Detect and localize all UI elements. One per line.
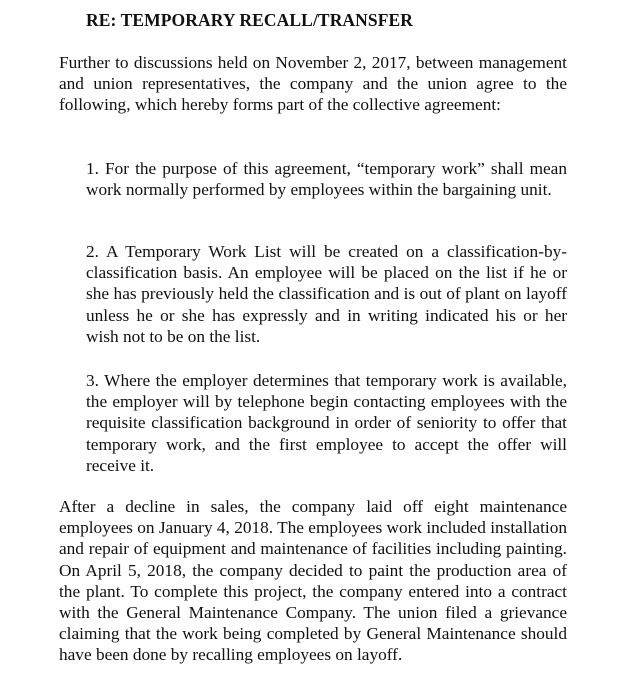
intro-paragraph: Further to discussions held on November 2, 2017, between management and union representatives, the company and the union agree to the following, which hereby forms part of the collective agreement: — [59, 53, 567, 115]
agreement-item-3: 3. Where the employer determines that temporary work is available, the employer will by telephone begin contacting employees with the requisite classification background in order of seniority to offer that temporary work, and the first employee to accept the offer will receive it. — [86, 371, 567, 475]
agreement-item-1: 1. For the purpose of this agreement, “temporary work” shall mean work normally performed by employees within the bargaining unit. — [86, 159, 567, 200]
case-facts-paragraph: After a decline in sales, the company laid off eight maintenance employees on January 4, 2018. The employees work included installation and repair of equipment and maintenance of facilities including painting. On April 5, 2018, the company decided to paint the production area of the plant. To complete this project, the company entered into a contract with the General Maintenance Company. The union filed a grievance claiming that the work being completed by General Maintenance should have been done by recalling employees on layoff. — [59, 497, 567, 665]
agreement-item-2: 2. A Temporary Work List will be created on a classification-by-classification basis. An employee will be placed on the list if he or she has previously held the classification and is out of plant on layoff unless he or she has expressly and in writing indicated his or her wish not to be on the list. — [86, 242, 567, 346]
document-heading: RE: TEMPORARY RECALL/TRANSFER — [86, 10, 414, 30]
